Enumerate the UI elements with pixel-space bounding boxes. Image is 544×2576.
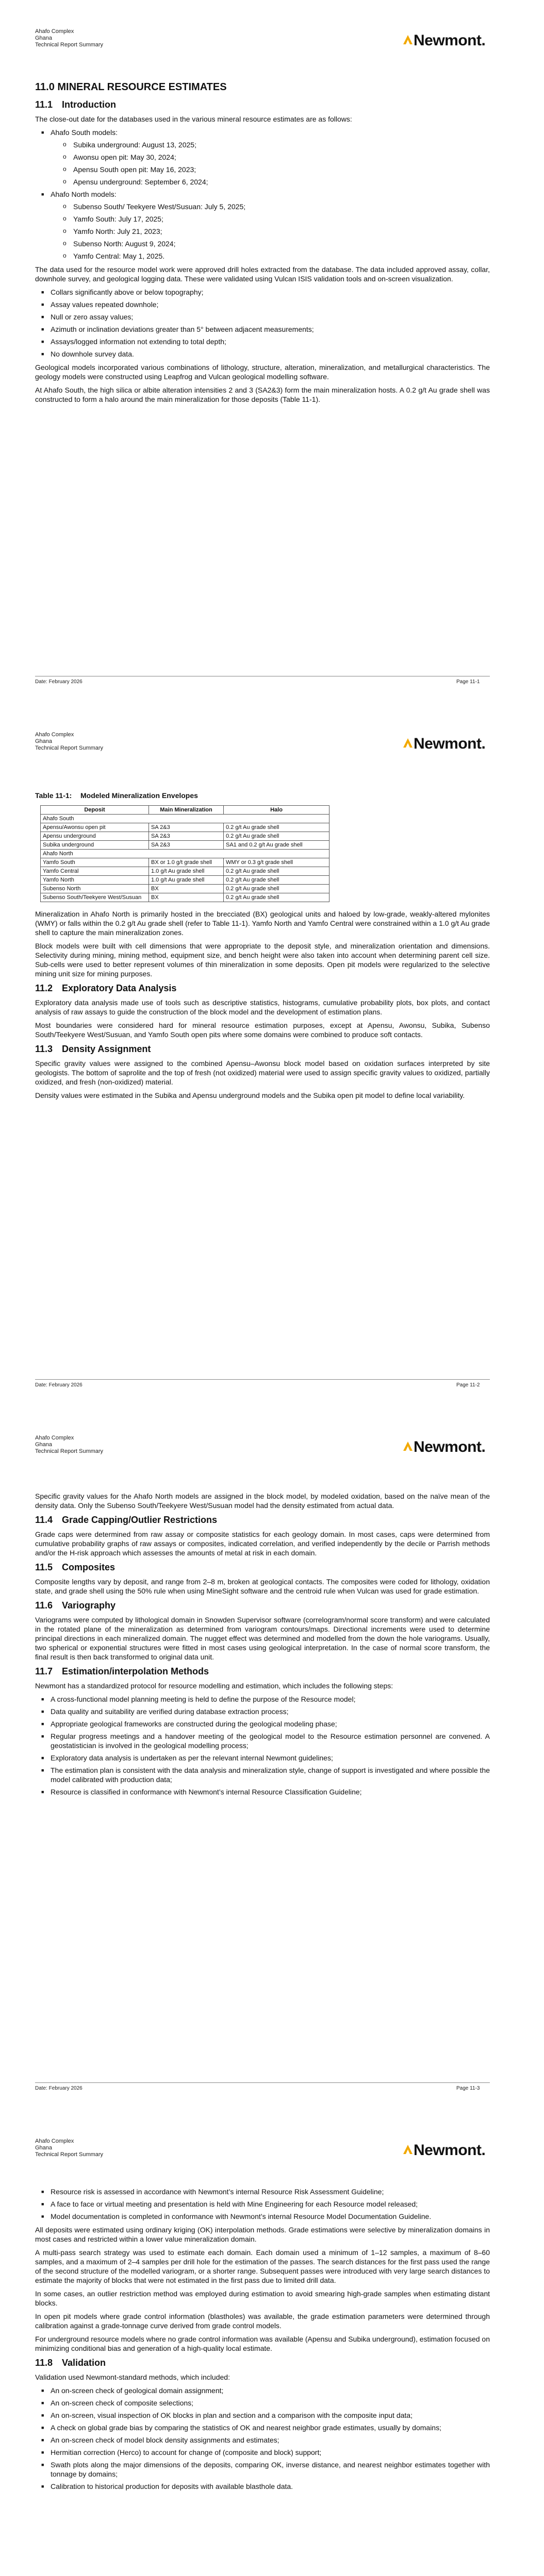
paragraph: A multi-pass search strategy was used to estimate each domain. Each domain used a minimum of 1–12 samples, a maximum of 8–60 samples, and a maximum of 2–4 samples per drill hole for the estimation of the passes. The search distances for the first pass used the range of the second structure of the modelled variogram, or a shorter range. Subsequent passes were introduced with very large search distances to estimate the majority of blocks that were not estimated in the first pass due to limited drill data.	[35, 2248, 490, 2284]
table-row	[41, 885, 329, 893]
section-number: 11.7	[35, 1666, 53, 1676]
group-label: Ahafo North	[41, 850, 329, 858]
paragraph: In open pit models where grade control information (blastholes) was available, the grade estimation parameters were determined through calibration against a grade-tonnage curve derived from grade control models.	[35, 2312, 490, 2330]
table-cell: BX or 1.0 g/t grade shell	[149, 858, 224, 867]
list-item: ■ An on-screen, visual inspection of OK blocks in plan and section and a comparison with the composite input data;	[35, 2411, 490, 2420]
paragraph: Mineralization in Ahafo North is primarily hosted in the brecciated (BX) geological units and haloed by low-grade, weakly-altered mylonites (WMY) or falls within the 0.2 g/t Au grade shell (refer to Table 11-1). Yamfo North and Yamfo Central were constrained within a 1.0 g/t Au grade shell to capture the main mineralization zones.	[35, 910, 490, 937]
list-item: o Apensu underground: September 6, 2024;	[35, 177, 490, 187]
paragraph: The close-out date for the databases used in the various mineral resource estimates are as follows:	[35, 115, 352, 123]
list-item: ■ Ahafo North models:	[35, 190, 490, 199]
section-number: 11.1	[35, 99, 53, 110]
list-item: ■ Azimuth or inclination deviations greater than 5° between adjacent measurements;	[35, 325, 490, 334]
paragraph: Specific gravity values for the Ahafo North models are assigned in the block model, by modeled oxidation, based on the naïve mean of the density data. Only the Subenso South/Teekyere West/Susuan model had the density estimated from actual data.	[35, 1492, 490, 1510]
list-item: ■ An on-screen check of model block density assignments and estimates;	[35, 2435, 490, 2445]
list-item: ■ The estimation plan is consistent with the data analysis and mineralization style, change of support is investigated and where possible the model calibrated with production data;	[35, 1766, 490, 1784]
paragraph: All deposits were estimated using ordinary kriging (OK) interpolation methods. Grade estimations were selective by mineralization domains in most cases and restricted within a lower value mineralization domain.	[35, 2226, 490, 2243]
table-header-row	[41, 806, 329, 815]
table-cell: BX	[149, 893, 224, 902]
header-line: Ahafo Complex	[35, 2138, 74, 2144]
list-item: ■ Null or zero assay values;	[35, 312, 490, 321]
paragraph: Grade caps were determined from raw assay or composite statistics for each geology domain. In most cases, caps were determined from cumulative probability graphs of raw assays or composites, indicated correlation, and verified independently by the decile or Parrish methods and/or the H-risk approach which assesses the amounts of metal at risk in each domain.	[35, 1530, 490, 1557]
table-cell: 0.2 g/t Au grade shell	[224, 867, 329, 876]
paragraph: Geological models incorporated various combinations of lithology, structure, alteration, mineralization, and metallurgical characteristics. The geology models were constructed using Leapfrog and Vulcan geological modelling software.	[35, 363, 490, 381]
table-cell: SA 2&3	[149, 823, 224, 832]
list-item: ■ A cross-functional model planning meeting is held to define the purpose of the Resource model;	[35, 1694, 490, 1704]
list-item: o Subenso North: August 9, 2024;	[35, 239, 490, 248]
page-header	[35, 28, 103, 48]
header-line: Ahafo Complex	[35, 1435, 74, 1441]
table-row	[41, 832, 329, 841]
section-heading	[35, 100, 490, 109]
header-line: Ghana	[35, 35, 53, 41]
list-item: ■ Collars significantly above or below topography;	[35, 287, 490, 297]
table-number: Table 11-1:	[35, 791, 72, 800]
mineralization-envelopes-table	[40, 805, 329, 902]
page-header	[35, 1435, 103, 1455]
table-cell: 0.2 g/t Au grade shell	[224, 893, 329, 902]
table-group-row	[41, 850, 329, 858]
table-cell: SA1 and 0.2 g/t Au grade shell	[224, 841, 329, 850]
newmont-logo	[402, 733, 490, 754]
paragraph: Specific gravity values were assigned to the combined Apensu–Awonsu block model based on oxidation surfaces interpreted by site geologists. The bottom of saprolite and the top of fresh (not oxidized) material were used to assign specific gravity values to oxidized, partially oxidized, and fresh (non-oxidized) material.	[35, 1059, 490, 1086]
report-page-3	[0, 1406, 544, 2110]
page-header	[35, 732, 103, 752]
report-page-1	[0, 0, 544, 703]
paragraph: At Ahafo South, the high silica or albite alteration intensities 2 and 3 (SA2&3) form the main mineralization hosts. A 0.2 g/t Au grade shell was constructed to form a halo around the main mineralization for those deposits (Table 11-1).	[35, 386, 490, 403]
table-group-row	[41, 815, 329, 823]
section-number: 11.5	[35, 1562, 53, 1572]
table-cell: BX	[149, 885, 224, 893]
paragraph: Validation used Newmont-standard methods, which included:	[35, 2373, 230, 2381]
newmont-logo-icon	[402, 34, 414, 45]
table-cell: Apensu/Awonsu open pit	[41, 823, 149, 832]
list-item: ■ An on-screen check of composite selections;	[35, 2398, 490, 2408]
table-cell: 0.2 g/t Au grade shell	[224, 885, 329, 893]
table-cell: Apensu underground	[41, 832, 149, 841]
section-title: Composites	[62, 1562, 116, 1572]
logo-text: Newmont.	[414, 1438, 486, 1455]
newmont-logo	[402, 2140, 490, 2160]
list-item: ■ Model documentation is completed in conformance with Newmont’s internal Resource Model Documentation Guideline.	[35, 2212, 490, 2221]
column-header: Halo	[224, 806, 329, 815]
table-cell: Yamfo South	[41, 858, 149, 867]
table-cell: 1.0 g/t Au grade shell	[149, 876, 224, 885]
header-line: Ghana	[35, 1442, 53, 1448]
table-title: Modeled Mineralization Envelopes	[80, 791, 198, 800]
section-heading	[35, 984, 490, 993]
header-line: Technical Report Summary	[35, 1448, 104, 1454]
section-number: 11.6	[35, 1600, 53, 1611]
table-cell: SA 2&3	[149, 832, 224, 841]
section-title: Introduction	[62, 99, 116, 110]
group-label: Ahafo South	[41, 815, 329, 823]
newmont-logo-icon	[402, 737, 414, 749]
paragraph: Newmont has a standardized protocol for resource modelling and estimation, which includes the following steps:	[35, 1682, 393, 1690]
table-cell: Yamfo Central	[41, 867, 149, 876]
section-heading	[35, 1044, 490, 1054]
section-heading	[35, 2358, 490, 2367]
paragraph: Block models were built with cell dimensions that were appropriate to the deposit style, and mineralization orientation and dimensions. Selectivity during mining, mining method, equipment size, and bench height were also taken into account when determining parent cell size. Sub-cells were used to better represent volumes of thin mineralization in some deposits. Open pit models were regularized to the selective mining unit size for mining purposes.	[35, 942, 490, 978]
header-line: Ghana	[35, 2145, 53, 2151]
section-number: 11.8	[35, 2358, 53, 2368]
logo-text: Newmont.	[414, 2142, 486, 2159]
footer-page-number: Page 11-2	[456, 1382, 480, 1388]
paragraph: Most boundaries were considered hard for mineral resource estimation purposes, except at Apensu, Awonsu, Subika, Subenso South/Teekyere West/Susuan, and Yamfo South open pits where some domains were combined to produce soft contacts.	[35, 1021, 490, 1039]
table-cell: Yamfo North	[41, 876, 149, 885]
paragraph: Variograms were computed by lithological domain in Snowden Supervisor software (correlogram/normal score transform) and were calculated in the rotated plane of the mineralization as determined from variogram contours/maps. Directional increments were used to determine principal directions in each mineralized domain. The nugget effect was determined and modelled from the down the hole variograms. Usually, two spherical or exponential structures were fitted in most cases using geological interpretation. In the case of normal score transform, the final result is then back transformed to original data unit.	[35, 1616, 490, 1661]
footer-page-number: Page 11-1	[456, 679, 480, 685]
list-item: ■ No downhole survey data.	[35, 349, 490, 359]
section-heading	[35, 1667, 490, 1676]
newmont-logo	[402, 1436, 490, 1457]
list-item: ■ Hermitian correction (Herco) to account for change of (composite and block) support;	[35, 2448, 490, 2457]
page-header	[35, 2138, 103, 2158]
table-cell: 0.2 g/t Au grade shell	[224, 823, 329, 832]
table-row	[41, 823, 329, 832]
list-item: ■ Assay values repeated downhole;	[35, 300, 490, 309]
list-item: o Subika underground: August 13, 2025;	[35, 140, 490, 149]
report-page-2	[0, 703, 544, 1406]
table-row	[41, 867, 329, 876]
list-item: ■ A face to face or virtual meeting and presentation is held with Mine Engineering for each Resource model released;	[35, 2199, 490, 2209]
section-heading	[35, 1515, 490, 1524]
header-line: Ahafo Complex	[35, 28, 74, 35]
section-title: Variography	[62, 1600, 116, 1611]
report-page-4	[0, 2110, 544, 2576]
list-item: ■ A check on global grade bias by comparing the statistics of OK and nearest neighbor grade estimates, usually by domains;	[35, 2423, 490, 2432]
paragraph: Exploratory data analysis made use of tools such as descriptive statistics, histograms, cumulative probability plots, box plots, and contact analysis of raw assays to guide the construction of the block model and the development of estimation plans.	[35, 998, 490, 1016]
list-item: ■ Calibration to historical production for deposits with available blasthole data.	[35, 2482, 490, 2491]
list-item: o Awonsu open pit: May 30, 2024;	[35, 152, 490, 162]
table-cell: WMY or 0.3 g/t grade shell	[224, 858, 329, 867]
footer-date: Date: February 2026	[35, 679, 83, 685]
footer-divider	[35, 1379, 490, 1380]
table-row	[41, 841, 329, 850]
section-title: Validation	[62, 2358, 106, 2368]
paragraph: In some cases, an outlier restriction method was employed during estimation to avoid smearing high-grade samples when estimating distant blocks.	[35, 2290, 490, 2307]
list-item: o Yamfo North: July 21, 2023;	[35, 227, 490, 236]
paragraph: The data used for the resource model work were approved drill holes extracted from the database. The data included approved assay, collar, downhole survey, and geological logging data. These were validated using Vulcan ISIS validation tools and on-screen visualization.	[35, 265, 490, 283]
header-line: Technical Report Summary	[35, 745, 104, 751]
paragraph: Composite lengths vary by deposit, and range from 2–8 m, broken at geological contacts. The composites were coded for lithology, oxidation state, and grade shell using the 50% rule when using MineSight software and the centroid rule when Vulcan was used for grade estimation.	[35, 1578, 490, 1595]
list-item: o Yamfo Central: May 1, 2025.	[35, 251, 490, 261]
section-number: 11.2	[35, 983, 53, 993]
footer-date: Date: February 2026	[35, 2086, 83, 2091]
section-title: Exploratory Data Analysis	[62, 983, 177, 993]
footer-divider	[35, 2082, 490, 2083]
table-cell: 0.2 g/t Au grade shell	[224, 876, 329, 885]
section-number: 11.3	[35, 1044, 53, 1054]
list-item: ■ An on-screen check of geological domain assignment;	[35, 2386, 490, 2395]
section-title: Grade Capping/Outlier Restrictions	[62, 1515, 218, 1525]
list-item: o Apensu South open pit: May 16, 2023;	[35, 165, 490, 174]
table-cell: Subenso South/Teekyere West/Susuan	[41, 893, 149, 902]
section-heading	[35, 1563, 490, 1572]
list-item: o Yamfo South: July 17, 2025;	[35, 214, 490, 224]
table-cell: SA 2&3	[149, 841, 224, 850]
section-number: 11.4	[35, 1515, 53, 1525]
newmont-logo-icon	[402, 1440, 414, 1452]
column-header: Main Mineralization	[149, 806, 224, 815]
paragraph: Density values were estimated in the Subika and Apensu underground models and the Subika open pit model to define local variability.	[35, 1091, 465, 1099]
logo-text: Newmont.	[414, 32, 486, 49]
table-cell: Subenso North	[41, 885, 149, 893]
paragraph: For underground resource models where no grade control information was available (Apensu and Subika underground), estimation focused on minimizing conditional bias and generation of a high-quality local estimate.	[35, 2335, 490, 2352]
newmont-logo	[402, 30, 490, 50]
section-heading	[35, 1601, 490, 1610]
list-item: ■ Appropriate geological frameworks are constructed during the geological modeling phase;	[35, 1719, 490, 1728]
table-cell: Subika underground	[41, 841, 149, 850]
section-title: Estimation/interpolation Methods	[62, 1666, 209, 1676]
section-title: Density Assignment	[62, 1044, 151, 1054]
header-line: Technical Report Summary	[35, 42, 104, 48]
column-header: Deposit	[41, 806, 149, 815]
table-caption	[35, 791, 490, 800]
footer-page-number: Page 11-3	[456, 2086, 480, 2091]
table-cell: 0.2 g/t Au grade shell	[224, 832, 329, 841]
header-line: Technical Report Summary	[35, 2151, 104, 2158]
table-row	[41, 876, 329, 885]
table-row	[41, 858, 329, 867]
logo-text: Newmont.	[414, 735, 486, 752]
list-item: ■ Ahafo South models:	[35, 128, 490, 137]
header-line: Ahafo Complex	[35, 732, 74, 738]
table-cell: 1.0 g/t Au grade shell	[149, 867, 224, 876]
list-item: ■ Regular progress meetings and a handover meeting of the geological model to the Resource estimation personnel are convened. A geostatistician is involved in the geological modelling process;	[35, 1732, 490, 1750]
chapter-title: 11.0 MINERAL RESOURCE ESTIMATES	[35, 81, 227, 93]
header-line: Ghana	[35, 738, 53, 744]
list-item: ■ Resource risk is assessed in accordance with Newmont’s internal Resource Risk Assessment Guideline;	[35, 2187, 490, 2196]
table-row	[41, 893, 329, 902]
list-item: ■ Swath plots along the major dimensions of the deposits, comparing OK, inverse distance, and nearest neighbor estimates together with tonnage by domains;	[35, 2460, 490, 2479]
list-item: ■ Exploratory data analysis is undertaken as per the relevant internal Newmont guidelines;	[35, 1753, 490, 1762]
list-item: ■ Data quality and suitability are verified during database extraction process;	[35, 1707, 490, 1716]
list-item: o Subenso South/ Teekyere West/Susuan: July 5, 2025;	[35, 202, 490, 211]
list-item: ■ Assays/logged information not extending to total depth;	[35, 337, 490, 346]
newmont-logo-icon	[402, 2144, 414, 2155]
list-item: ■ Resource is classified in conformance with Newmont’s internal Resource Classification Guideline;	[35, 1787, 490, 1797]
footer-date: Date: February 2026	[35, 1382, 83, 1388]
